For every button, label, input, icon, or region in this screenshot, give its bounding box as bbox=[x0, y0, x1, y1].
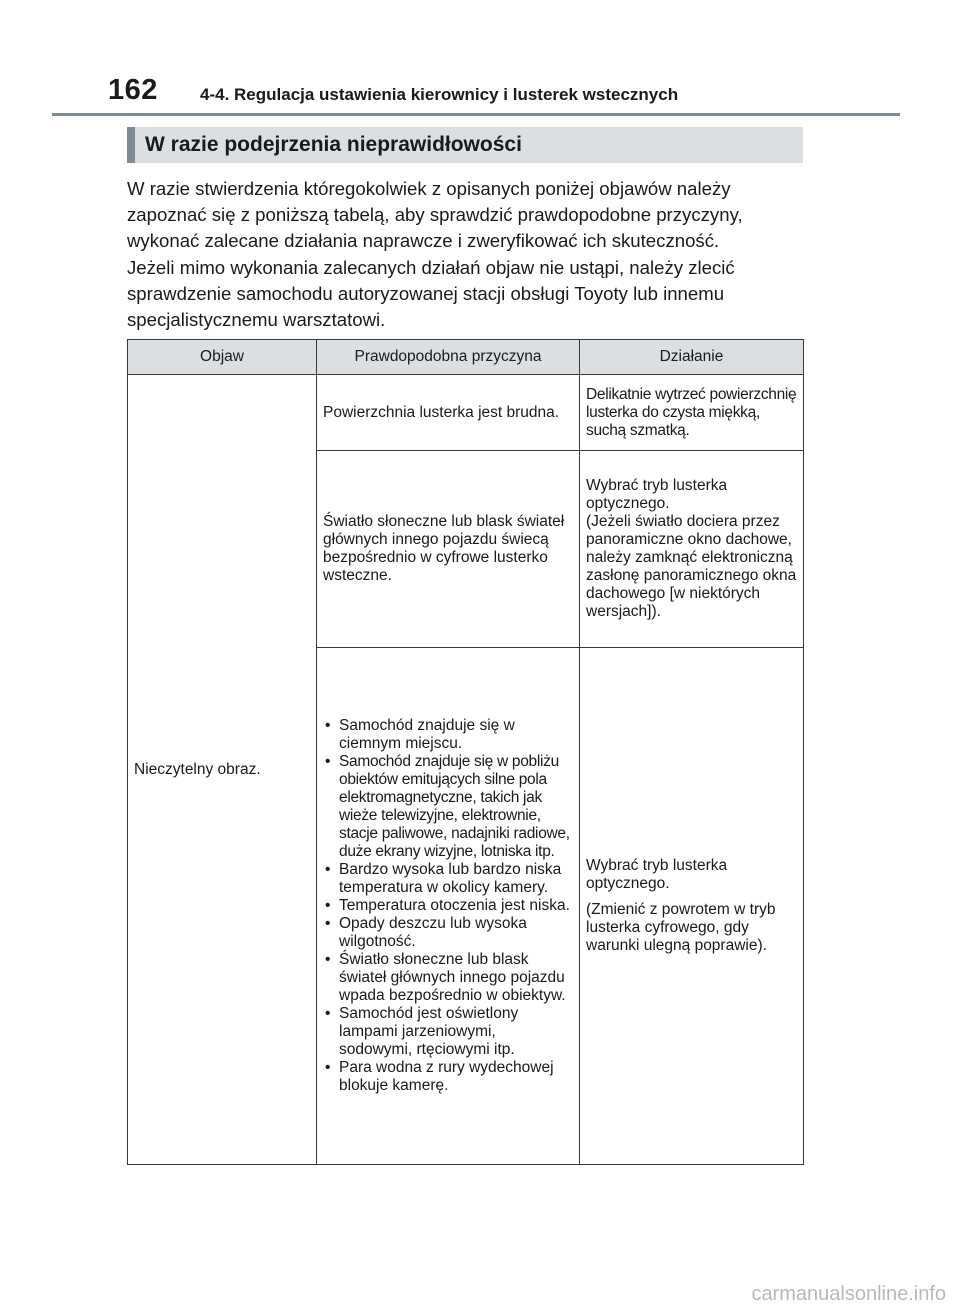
page-number: 162 bbox=[108, 74, 158, 106]
cause-list bbox=[323, 717, 573, 1095]
intro-paragraph: W razie stwierdzenia któregokolwiek z opisanych poniżej objawów należy zapoznać się z poniższą tabelą, aby sprawdzić prawdopodobne przyczyny, wykonać zalecane działania naprawcze i zweryfikować ich skuteczność. bbox=[127, 178, 743, 251]
action-cell: Delikatnie wytrzeć powierzchnię lusterka do czysta miękką, suchą szmatką. bbox=[580, 375, 804, 451]
action-cell bbox=[580, 451, 804, 648]
header-rule bbox=[52, 113, 900, 116]
list-item: • Samochód jest oświetlony lampami jarzeniowymi, sodowymi, rtęciowymi itp. bbox=[323, 1005, 573, 1059]
header-symptom: Objaw bbox=[128, 340, 317, 375]
symptom-cell: Nieczytelny obraz. bbox=[128, 375, 317, 1165]
header-action: Działanie bbox=[580, 340, 804, 375]
list-item: • Bardzo wysoka lub bardzo niska temperatura w okolicy kamery. bbox=[323, 861, 573, 897]
list-item: • Światło słoneczne lub blask świateł głównych innego pojazdu wpada bezpośrednio w obiektyw. bbox=[323, 951, 573, 1005]
list-item: • Samochód znajduje się w pobliżu obiektów emitujących silne pola elektromagnetyczne, takich jak wieże telewizyjne, elektrownie, stacje paliwowe, nadajniki radiowe, duże ekrany wizyjne, lotniska itp. bbox=[323, 753, 573, 861]
header-cause: Prawdopodobna przyczyna bbox=[317, 340, 580, 375]
site-watermark: carmanualsonline.info bbox=[751, 1283, 946, 1305]
action-note: (Zmienić z powrotem w tryb lusterka cyfrowego, gdy warunki ulegną poprawie). bbox=[586, 901, 776, 954]
cause-cell: Powierzchnia lusterka jest brudna. bbox=[317, 375, 580, 451]
list-item: • Opady deszczu lub wysoka wilgotność. bbox=[323, 915, 573, 951]
section-title: W razie podejrzenia nieprawidłowości bbox=[145, 133, 522, 156]
action-text: Wybrać tryb lusterka optycznego. bbox=[586, 477, 728, 512]
section-accent bbox=[127, 127, 135, 163]
running-head: 4-4. Regulacja ustawienia kierownicy i lusterek wstecznych bbox=[200, 85, 679, 104]
action-cell bbox=[580, 648, 804, 1165]
cause-list-cell bbox=[317, 648, 580, 1165]
service-paragraph: Jeżeli mimo wykonania zalecanych działań objaw nie ustąpi, należy zlecić sprawdzenie samochodu autoryzowanej stacji obsługi Toyoty lub innemu specjalistycznemu warsztatowi. bbox=[127, 257, 735, 330]
list-item: • Temperatura otoczenia jest niska. bbox=[323, 897, 573, 915]
troubleshooting-table bbox=[127, 339, 804, 1165]
table-row bbox=[128, 375, 804, 451]
action-text: Wybrać tryb lusterka optycznego. bbox=[586, 857, 728, 892]
cause-cell: Światło słoneczne lub blask świateł głównych innego pojazdu świecą bezpośrednio w cyfrowe lusterko wsteczne. bbox=[317, 451, 580, 648]
action-note: (Jeżeli światło dociera przez panoramiczne okno dachowe, należy zamknąć elektroniczną zasłonę panoramicznego okna dachowego [w niektórych wersjach]). bbox=[586, 513, 797, 620]
list-item: • Para wodna z rury wydechowej blokuje kamerę. bbox=[323, 1059, 573, 1095]
section-heading bbox=[127, 127, 803, 163]
list-item: • Samochód znajduje się w ciemnym miejscu. bbox=[323, 717, 573, 753]
table-header-row bbox=[128, 340, 804, 375]
